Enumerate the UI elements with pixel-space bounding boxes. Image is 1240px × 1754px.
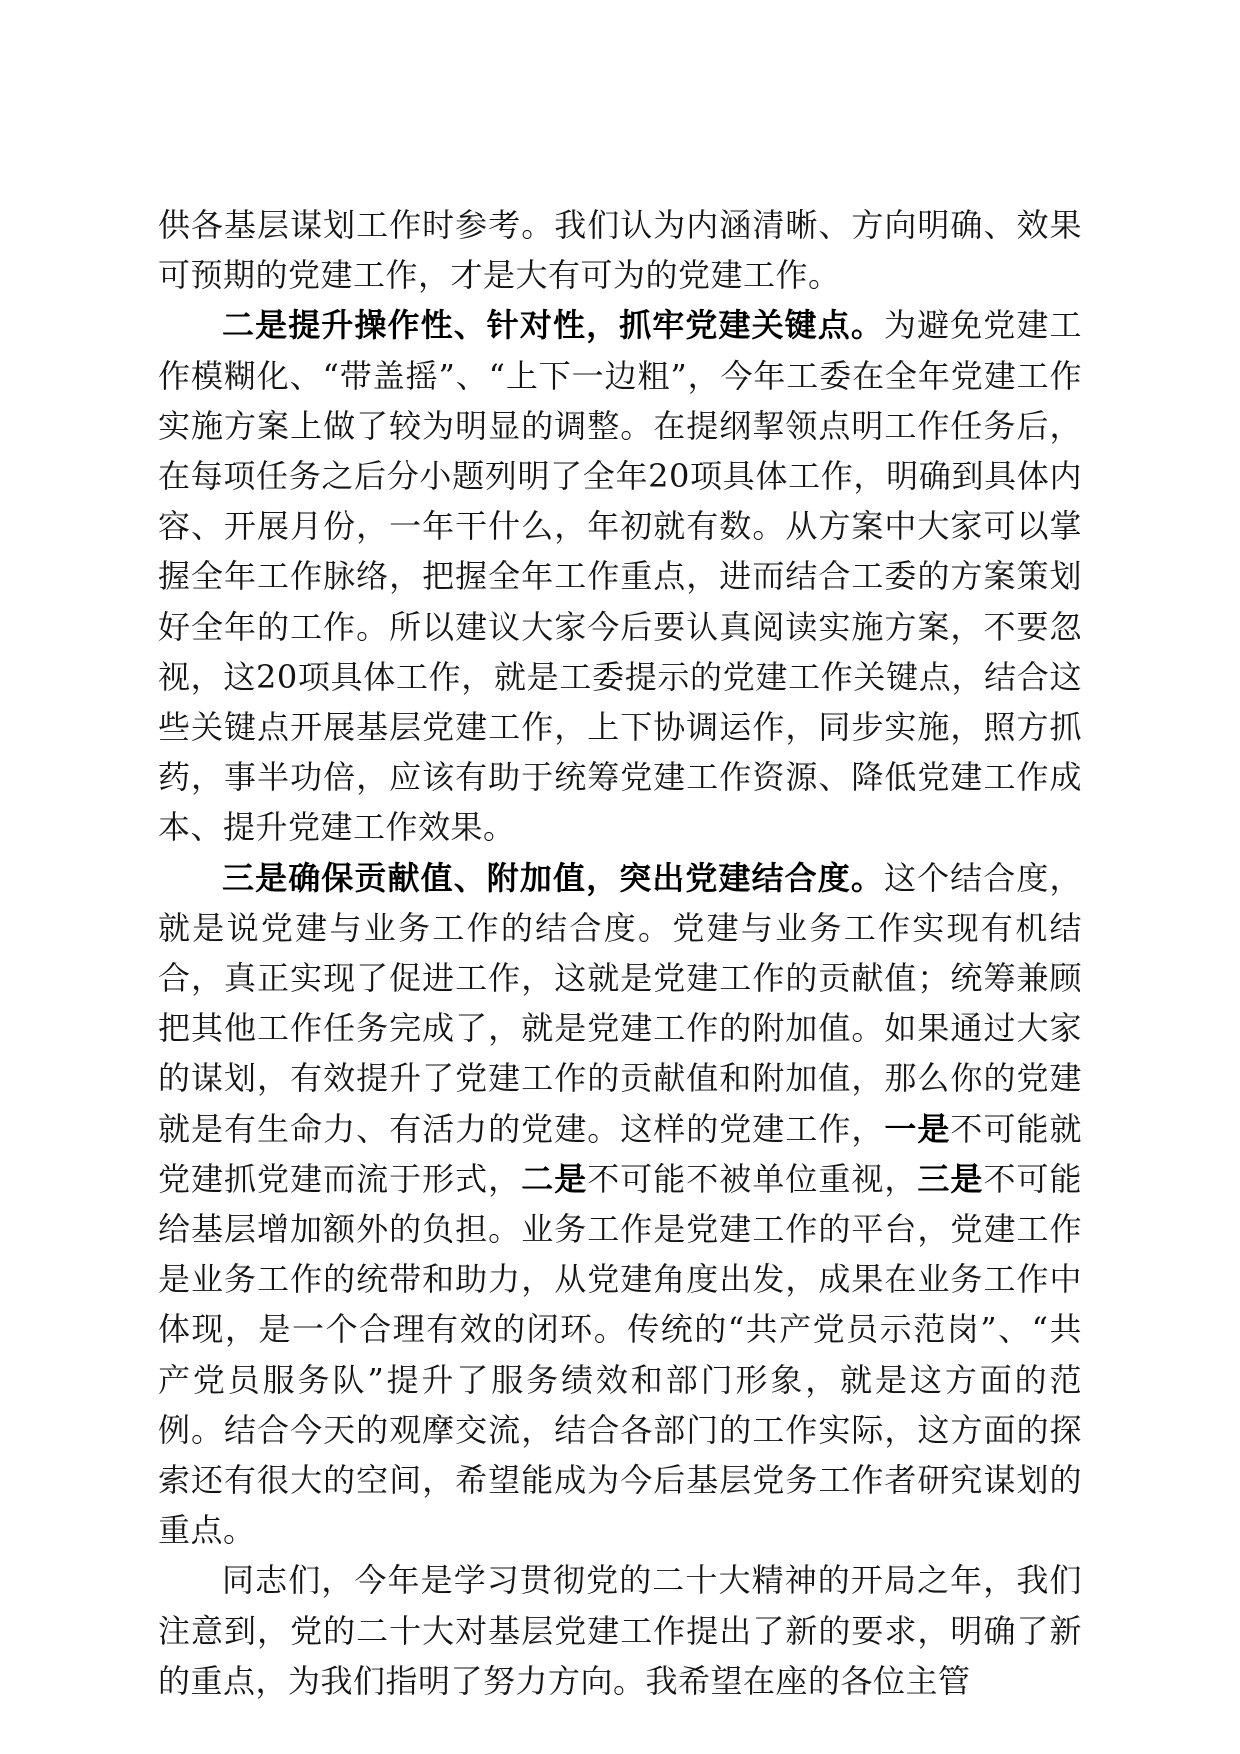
- paragraph-3-body-part-1: 这个结合度，就是说党建与业务工作的结合度。党建与业务工作实现有机结合，真正实现了促进工作，这就是党建工作的贡献值；统筹兼顾把其他工作任务完成了，就是党建工作的附加值。如果通过大家的谋划，有效提升了党建工作的贡献值和附加值，那么你的党建就是有生命力、有活力的党建。这样的党建工作，: [158, 858, 1082, 1148]
- paragraph-3-point-1-text: 不可能就党建抓党建而流于形式，: [158, 1109, 1082, 1198]
- paragraph-1-text: 供各基层谋划工作时参考。我们认为内涵清晰、方向明确、效果可预期的党建工作，才是大有可为的党建工作。: [158, 206, 1082, 295]
- paragraph-4: [158, 1555, 1082, 1706]
- paragraph-2-body: 为避免党建工作模糊化、“带盖摇”、“上下一边粗”，今年工委在全年党建工作实施方案上做了较为明显的调整。在提纲挈领点明工作任务后，在每项任务之后分小题列明了全年20项具体工作，明确到具体内容、开展月份，一年干什么，年初就有数。从方案中大家可以掌握全年工作脉络，把握全年工作重点，进而结合工委的方案策划好全年的工作。所以建议大家今后要认真阅读实施方案，不要忽视，这20项具体工作，就是工委提示的党建工作关键点，结合这些关键点开展基层党建工作，上下协调运作，同步实施，照方抓药，事半功倍，应该有助于统筹党建工作资源、降低党建工作成本、提升党建工作效果。: [158, 306, 1082, 847]
- paragraph-1: [158, 200, 1082, 300]
- paragraph-3-heading: 三是确保贡献值、附加值，突出党建结合度。: [222, 858, 884, 897]
- paragraph-3: [158, 853, 1082, 1556]
- paragraph-3-point-3-text: 不可能给基层增加额外的负担。业务工作是党建工作的平台，党建工作是业务工作的统带和助力，从党建角度出发，成果在业务工作中体现，是一个合理有效的闭环。传统的“共产党员示范岗”、“共产党员服务队”提升了服务绩效和部门形象，就是这方面的范例。结合今天的观摩交流，结合各部门的工作实际，这方面的探索还有很大的空间，希望能成为今后基层党务工作者研究谋划的重点。: [158, 1159, 1082, 1550]
- document-page: [158, 200, 1082, 1706]
- paragraph-4-text: 同志们，今年是学习贯彻党的二十大精神的开局之年，我们注意到，党的二十大对基层党建工作提出了新的要求，明确了新的重点，为我们指明了努力方向。我希望在座的各位主管: [158, 1561, 1082, 1700]
- paragraph-2: [158, 300, 1082, 852]
- paragraph-3-point-3-label: 三是: [917, 1159, 984, 1198]
- paragraph-3-point-1-label: 一是: [884, 1109, 951, 1148]
- paragraph-3-point-2-label: 二是: [521, 1159, 588, 1198]
- paragraph-2-heading: 二是提升操作性、针对性，抓牢党建关键点。: [222, 306, 884, 345]
- paragraph-3-point-2-text: 不可能不被单位重视，: [587, 1159, 918, 1198]
